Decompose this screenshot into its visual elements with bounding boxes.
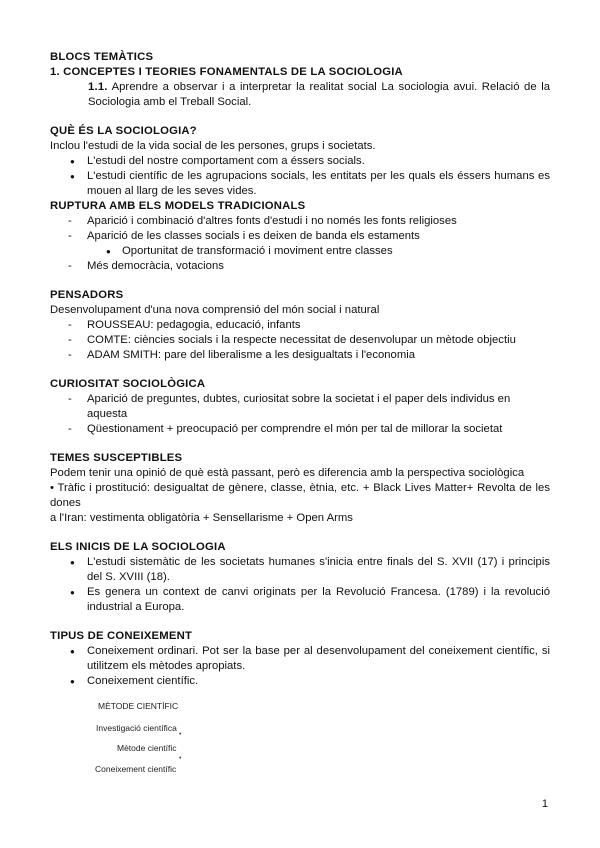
tipus-title: TIPUS DE CONEIXEMENT xyxy=(50,630,193,642)
list-item: - Aparició de les classes socials i es deixen de banda els estaments xyxy=(50,229,550,244)
list-item: - Més democràcia, votacions xyxy=(50,259,550,274)
temes-line-2: • Tràfic i prostitució: desigualtat de gènere, classe, ètnia, etc. + Black Lives Matter+ Revolta de les dones xyxy=(50,482,550,509)
diagram-label-metode: Mètode científic xyxy=(117,743,177,753)
list-item: ● L'estudi del nostre comportament com a éssers socials. xyxy=(50,154,550,169)
metode-cientific-diagram xyxy=(50,699,550,787)
list-item: ● Coneixement ordinari. Pot ser la base per al desenvolupament del coneixement científic, si utilitzem els mètodes apropiats. xyxy=(50,644,550,674)
document-page xyxy=(50,50,550,787)
ruptura-list xyxy=(50,214,550,244)
list-item: - ADAM SMITH: pare del liberalisme a les desigualtats i l'economia xyxy=(50,348,550,363)
pensadors-intro: Desenvolupament d'una nova comprensió del món social i natural xyxy=(50,304,380,316)
section-1-1-number: 1.1. xyxy=(88,81,108,93)
ruptura-list-end xyxy=(50,259,550,274)
section-1-1-item xyxy=(50,80,550,110)
heading-blocs-tematics: BLOCS TEMÀTICS xyxy=(50,51,154,63)
diagram-title: MÈTODE CIENTÍFIC xyxy=(98,701,179,711)
list-item: - Aparició i combinació d'altres fonts d'estudi i no només les fonts religioses xyxy=(50,214,550,229)
section-1-1-text: Aprendre a observar i a interpretar la realitat social La sociologia avui. Relació de la Sociologia amb el Treball Social. xyxy=(88,81,550,108)
curiositat-list xyxy=(50,392,550,437)
section-1-title: 1. CONCEPTES I TEORIES FONAMENTALS DE LA SOCIOLOGIA xyxy=(50,66,403,78)
ruptura-title: RUPTURA AMB ELS MODELS TRADICIONALS xyxy=(50,200,306,212)
list-item: ● L'estudi científic de les agrupacions socials, les entitats per les quals els éssers humans es mouen al llarg de les seves vides. xyxy=(50,169,550,199)
list-item: - Qüestionament + preocupació per comprendre el món per tal de millorar la societat xyxy=(50,422,550,437)
ruptura-sub-list xyxy=(50,244,550,259)
page-number: 1 xyxy=(541,798,548,810)
list-item: - Aparició de preguntes, dubtes, curiositat sobre la societat i el paper dels individus en aquesta xyxy=(50,392,550,422)
que-es-intro: Inclou l'estudi de la vida social de les persones, grups i societats. xyxy=(50,140,376,152)
diagram-marker: • xyxy=(179,731,182,738)
pensadors-title: PENSADORS xyxy=(50,289,124,301)
temes-title: TEMES SUSCEPTIBLES xyxy=(50,452,183,464)
diagram-marker: • xyxy=(179,755,182,762)
temes-line-1: Podem tenir una opinió de què està passant, però es diferencia amb la perspectiva sociològica xyxy=(50,467,525,479)
inicis-bullet-list xyxy=(50,555,550,615)
que-es-bullet-list xyxy=(50,154,550,199)
list-item: ● Coneixement científic. xyxy=(50,674,550,689)
que-es-title: QUÈ ÉS LA SOCIOLOGIA? xyxy=(50,125,197,137)
inicis-title: ELS INICIS DE LA SOCIOLOGIA xyxy=(50,541,226,553)
curiositat-title: CURIOSITAT SOCIOLÒGICA xyxy=(50,378,206,390)
list-item: ● Oportunitat de transformació i moviment entre classes xyxy=(50,244,550,259)
diagram-label-investigacio: Investigació científica xyxy=(96,723,177,733)
list-item: - ROUSSEAU: pedagogia, educació, infants xyxy=(50,318,550,333)
list-item: - COMTE: ciències socials i la respecte necessitat de desenvolupar un mètode objectiu xyxy=(50,333,550,348)
diagram-label-coneixement: Coneixement científic xyxy=(95,764,177,774)
temes-line-3: a l'Iran: vestimenta obligatòria + Sensellarisme + Open Arms xyxy=(50,512,353,524)
pensadors-list xyxy=(50,318,550,363)
tipus-bullet-list xyxy=(50,644,550,689)
list-item: ● L'estudi sistemàtic de les societats humanes s'inicia entre finals del S. XVII (17) i principis del S. XVIII (18). xyxy=(50,555,550,585)
list-item: ● Es genera un context de canvi originats per la Revolució Francesa. (1789) i la revolució industrial a Europa. xyxy=(50,585,550,615)
